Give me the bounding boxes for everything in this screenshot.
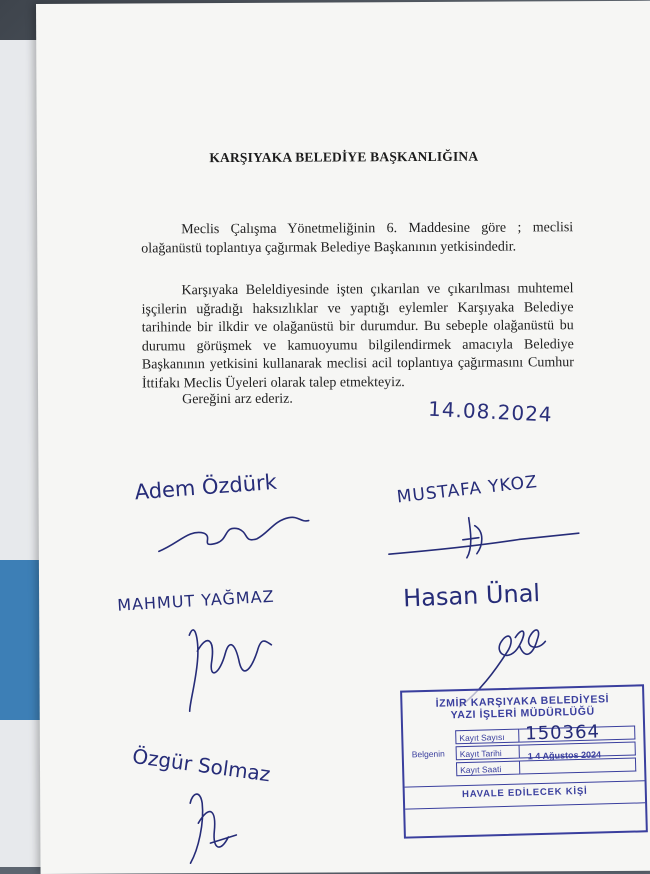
stamp-grid xyxy=(411,725,636,779)
signatory-name-5: Özgür Solmaz xyxy=(131,743,272,787)
signatory-name-4: Hasan Ünal xyxy=(402,578,541,613)
signatory-name-1: Adem Özdürk xyxy=(133,469,278,505)
stamp-line-1: İZMİR KARŞIYAKA BELEDİYESİ xyxy=(435,693,610,710)
letter-title: KARŞIYAKA BELEDİYE BAŞKANLIĞINA xyxy=(209,148,479,166)
stamp-label-kayit-sayisi: Kayıt Sayısı xyxy=(455,729,519,745)
stamp-registration-date: 1 4 Ağustos 2024 xyxy=(527,749,602,762)
stamp-line-2: YAZI İŞLERİ MÜDÜRLÜĞÜ xyxy=(450,705,595,722)
underlying-folder xyxy=(0,560,40,720)
stamp-label-kayit-saati: Kayıt Saati xyxy=(456,761,520,777)
stamp-side-label: Belgenin xyxy=(411,748,445,760)
stamp-divider-2 xyxy=(405,802,645,809)
signature-3 xyxy=(189,630,271,712)
signatory-name-3: MAHMUT YAĞMAZ xyxy=(116,586,276,615)
signature-1 xyxy=(159,517,309,551)
closing-line: Gereğini arz ederiz. xyxy=(182,391,293,408)
stamp-label-kayit-tarihi: Kayıt Tarihi xyxy=(456,745,520,761)
signature-2 xyxy=(389,517,579,558)
stamp-registration-number: 150364 xyxy=(524,721,601,745)
paragraph-2: Karşıyaka Beleldiyesinde işten çıkarılan ve çıkarılması muhtemel işçilerin uğradığı haksızlıklar ve yaptığı eylemler Karşıyaka Belediye tarihinde bir ilkdir ve olağanüstü bir durumdur. Bu sebeple olağanüstü bu durumu görüşmek ve kamuoyumu bilgilendirmek amacıyla Belediye Başkanının yetkisini kullanarak meclisi acil toplantıya çağırmasını Cumhur İttifakı Meclis Üyeleri olarak talep etmekteyiz. xyxy=(141,281,574,391)
signatory-name-2: MUSTAFA YKOZ xyxy=(395,472,539,508)
handwritten-date: 14.08.2024 xyxy=(427,396,554,427)
letter-sheet xyxy=(36,1,650,874)
registration-stamp xyxy=(400,684,648,838)
paragraph-1: Meclis Çalışma Yönetmeliğinin 6. Maddesine göre ; meclisi olağanüstü toplantıya çağırmak Belediye Başkanının yetkisindedir. xyxy=(141,220,574,256)
stamp-footer: HAVALE EDİLECEK KİŞİ xyxy=(461,785,588,801)
signature-5 xyxy=(190,794,236,863)
